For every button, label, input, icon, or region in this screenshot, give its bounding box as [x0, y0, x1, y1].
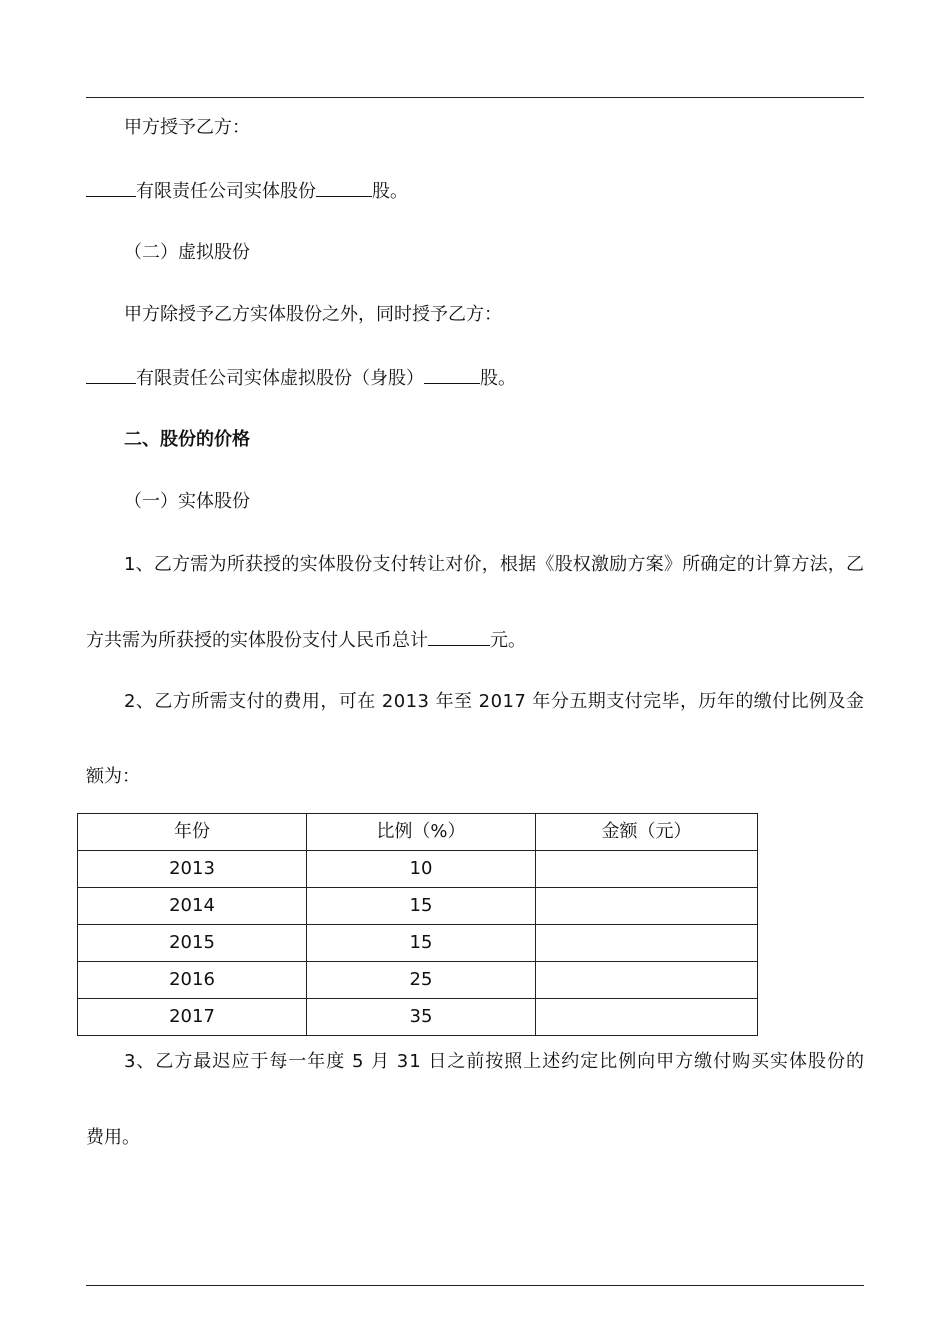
cell-ratio: 10: [307, 851, 536, 888]
cell-year: 2015: [78, 925, 307, 962]
cell-year: 2017: [78, 999, 307, 1036]
paragraph-payment-schedule: [124, 690, 864, 714]
section-entity-shares: （一）实体股份: [124, 491, 250, 512]
cell-year: 2013: [78, 851, 307, 888]
blank-company-name[interactable]: [86, 179, 136, 197]
cell-amount[interactable]: [536, 888, 758, 925]
footer-rule: [86, 1285, 864, 1286]
entity-shares-text: 有限责任公司实体股份: [136, 181, 316, 202]
blank-total-amount[interactable]: [428, 628, 490, 646]
virtual-shares-end: 股。: [480, 368, 516, 389]
cell-ratio: 15: [307, 888, 536, 925]
cell-year: 2014: [78, 888, 307, 925]
blank-virtual-share-count[interactable]: [424, 366, 480, 384]
total-amount-end: 元。: [490, 630, 526, 651]
cell-amount[interactable]: [536, 851, 758, 888]
cell-ratio: 15: [307, 925, 536, 962]
cell-amount[interactable]: [536, 999, 758, 1036]
table-row: [78, 888, 758, 925]
paragraph-virtual-shares: [86, 366, 516, 390]
table-row: [78, 962, 758, 999]
cell-ratio: 25: [307, 962, 536, 999]
payment-schedule-line1: 2、乙方所需支付的费用，可在 2013 年至 2017 年分五期支付完毕，历年的缴付比例及金: [124, 691, 865, 712]
table-row: [78, 999, 758, 1036]
table-row: [78, 925, 758, 962]
paragraph-virtual-intro: 甲方除授予乙方实体股份之外，同时授予乙方：: [124, 304, 502, 325]
paragraph-entity-shares: [86, 179, 408, 203]
table-row: [78, 851, 758, 888]
paragraph-transfer-consideration: [124, 553, 864, 577]
header-ratio: 比例（%）: [307, 814, 536, 851]
heading-share-price: 二、股份的价格: [124, 429, 250, 450]
blank-company-name-2[interactable]: [86, 366, 136, 384]
table-header-row: [78, 814, 758, 851]
cell-amount[interactable]: [536, 962, 758, 999]
paragraph-payment-deadline: [124, 1050, 865, 1074]
cell-ratio: 35: [307, 999, 536, 1036]
paragraph-grant-intro: 甲方授予乙方：: [124, 117, 250, 138]
blank-share-count[interactable]: [316, 179, 372, 197]
payment-schedule-line2: 额为：: [86, 766, 140, 787]
header-rule: [86, 97, 864, 98]
paragraph-total-amount: [86, 628, 526, 652]
payment-deadline-line1: 3、乙方最迟应于每一年度 5 月 31 日之前按照上述约定比例向甲方缴付购买实体股份的: [124, 1051, 865, 1072]
header-amount: 金额（元）: [536, 814, 758, 851]
virtual-shares-text: 有限责任公司实体虚拟股份（身股）: [136, 368, 424, 389]
total-amount-text: 方共需为所获授的实体股份支付人民币总计: [86, 630, 428, 651]
cell-amount[interactable]: [536, 925, 758, 962]
section-virtual-shares: （二）虚拟股份: [124, 242, 250, 263]
cell-year: 2016: [78, 962, 307, 999]
payment-table: [77, 813, 758, 1036]
payment-deadline-line2: 费用。: [86, 1127, 140, 1148]
transfer-consideration-line1: 1、乙方需为所获授的实体股份支付转让对价，根据《股权激励方案》所确定的计算方法，乙: [124, 554, 865, 575]
entity-shares-end: 股。: [372, 181, 408, 202]
header-year: 年份: [78, 814, 307, 851]
